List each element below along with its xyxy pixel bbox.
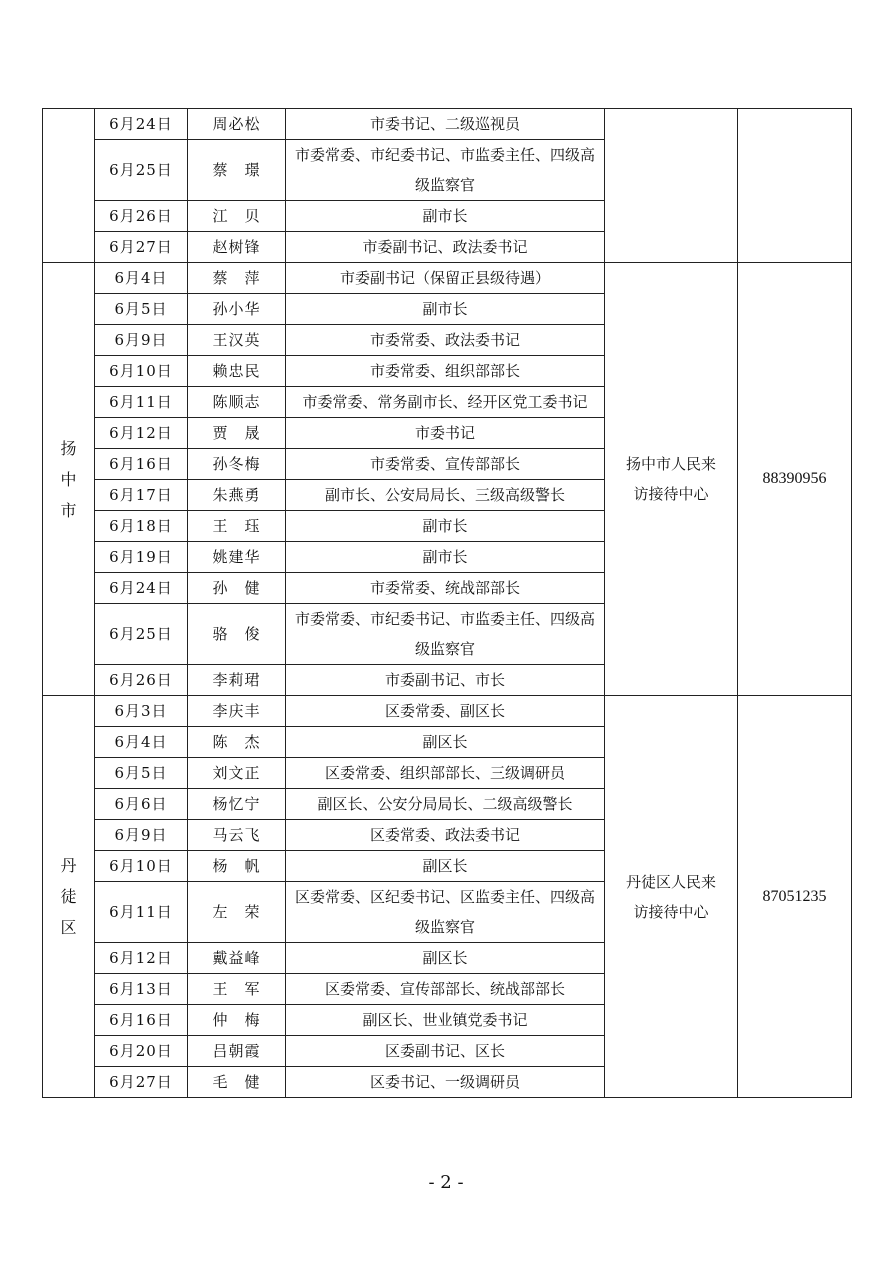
date-cell: 6月24日	[95, 573, 188, 604]
date-cell: 6月16日	[95, 1005, 188, 1036]
district-cell	[43, 109, 95, 263]
date-cell: 6月6日	[95, 789, 188, 820]
title-cell: 市委常委、常务副市长、经开区党工委书记	[286, 387, 605, 418]
phone-cell	[738, 109, 852, 263]
district-name: 扬中市	[60, 438, 77, 520]
reception-schedule-table	[42, 108, 852, 1098]
title-cell: 副市长	[286, 201, 605, 232]
title-cell: 市委常委、市纪委书记、市监委主任、四级高级监察官	[286, 140, 605, 201]
name-cell: 李莉珺	[188, 665, 286, 696]
district-cell	[43, 263, 95, 696]
title-cell: 市委常委、组织部部长	[286, 356, 605, 387]
title-cell: 副市长	[286, 294, 605, 325]
date-cell: 6月27日	[95, 1067, 188, 1098]
title-cell: 市委书记、二级巡视员	[286, 109, 605, 140]
name-cell: 蔡 萍	[188, 263, 286, 294]
date-cell: 6月24日	[95, 109, 188, 140]
title-cell: 市委常委、宣传部部长	[286, 449, 605, 480]
reception-office-cell	[605, 109, 738, 263]
district-cell	[43, 696, 95, 1098]
name-cell: 戴益峰	[188, 943, 286, 974]
name-cell: 赖忠民	[188, 356, 286, 387]
reception-office-name: 扬中市人民来访接待中心	[625, 455, 716, 503]
date-cell: 6月25日	[95, 604, 188, 665]
title-cell: 副区长、世业镇党委书记	[286, 1005, 605, 1036]
title-cell: 市委副书记（保留正县级待遇）	[286, 263, 605, 294]
page-number: - 2 -	[428, 1172, 464, 1193]
name-cell: 贾 晟	[188, 418, 286, 449]
name-cell: 王 军	[188, 974, 286, 1005]
district-name: 丹徒区	[60, 856, 77, 937]
title-cell: 市委常委、统战部部长	[286, 573, 605, 604]
schedule-body	[43, 109, 852, 1098]
title-cell: 区委常委、宣传部部长、统战部部长	[286, 974, 605, 1005]
name-cell: 江 贝	[188, 201, 286, 232]
name-cell: 周必松	[188, 109, 286, 140]
date-cell: 6月10日	[95, 356, 188, 387]
name-cell: 吕朝霞	[188, 1036, 286, 1067]
date-cell: 6月19日	[95, 542, 188, 573]
schedule-row	[43, 263, 852, 294]
title-cell: 副市长	[286, 511, 605, 542]
name-cell: 马云飞	[188, 820, 286, 851]
name-cell: 孙 健	[188, 573, 286, 604]
name-cell: 王汉英	[188, 325, 286, 356]
date-cell: 6月13日	[95, 974, 188, 1005]
reception-office-name: 丹徒区人民来访接待中心	[625, 872, 716, 921]
date-cell: 6月25日	[95, 140, 188, 201]
date-cell: 6月18日	[95, 511, 188, 542]
name-cell: 朱燕勇	[188, 480, 286, 511]
date-cell: 6月16日	[95, 449, 188, 480]
name-cell: 陈 杰	[188, 727, 286, 758]
date-cell: 6月20日	[95, 1036, 188, 1067]
date-cell: 6月11日	[95, 387, 188, 418]
date-cell: 6月4日	[95, 727, 188, 758]
date-cell: 6月11日	[95, 882, 188, 943]
date-cell: 6月26日	[95, 665, 188, 696]
date-cell: 6月9日	[95, 325, 188, 356]
date-cell: 6月9日	[95, 820, 188, 851]
name-cell: 李庆丰	[188, 696, 286, 727]
name-cell: 蔡 璟	[188, 140, 286, 201]
name-cell: 骆 俊	[188, 604, 286, 665]
name-cell: 左 荣	[188, 882, 286, 943]
title-cell: 区委常委、组织部部长、三级调研员	[286, 758, 605, 789]
title-cell: 副区长	[286, 851, 605, 882]
title-cell: 副区长、公安分局局长、二级高级警长	[286, 789, 605, 820]
name-cell: 陈顺志	[188, 387, 286, 418]
title-cell: 市委常委、政法委书记	[286, 325, 605, 356]
name-cell: 杨忆宁	[188, 789, 286, 820]
title-cell: 副市长、公安局局长、三级高级警长	[286, 480, 605, 511]
name-cell: 刘文正	[188, 758, 286, 789]
date-cell: 6月10日	[95, 851, 188, 882]
title-cell: 市委常委、市纪委书记、市监委主任、四级高级监察官	[286, 604, 605, 665]
title-cell: 区委书记、一级调研员	[286, 1067, 605, 1098]
date-cell: 6月3日	[95, 696, 188, 727]
title-cell: 市委副书记、政法委书记	[286, 232, 605, 263]
date-cell: 6月5日	[95, 758, 188, 789]
date-cell: 6月12日	[95, 943, 188, 974]
phone-cell: 88390956	[738, 263, 852, 696]
title-cell: 区委常委、区纪委书记、区监委主任、四级高级监察官	[286, 882, 605, 943]
date-cell: 6月4日	[95, 263, 188, 294]
date-cell: 6月26日	[95, 201, 188, 232]
title-cell: 市委副书记、市长	[286, 665, 605, 696]
date-cell: 6月5日	[95, 294, 188, 325]
name-cell: 赵树锋	[188, 232, 286, 263]
name-cell: 王 珏	[188, 511, 286, 542]
date-cell: 6月27日	[95, 232, 188, 263]
reception-office-cell	[605, 263, 738, 696]
title-cell: 区委副书记、区长	[286, 1036, 605, 1067]
title-cell: 区委常委、政法委书记	[286, 820, 605, 851]
name-cell: 毛 健	[188, 1067, 286, 1098]
name-cell: 姚建华	[188, 542, 286, 573]
schedule-row	[43, 696, 852, 727]
title-cell: 副区长	[286, 943, 605, 974]
date-cell: 6月12日	[95, 418, 188, 449]
phone-cell: 87051235	[738, 696, 852, 1098]
title-cell: 市委书记	[286, 418, 605, 449]
name-cell: 孙小华	[188, 294, 286, 325]
name-cell: 孙冬梅	[188, 449, 286, 480]
name-cell: 杨 帆	[188, 851, 286, 882]
schedule-row	[43, 109, 852, 140]
title-cell: 副市长	[286, 542, 605, 573]
reception-office-cell	[605, 696, 738, 1098]
title-cell: 区委常委、副区长	[286, 696, 605, 727]
title-cell: 副区长	[286, 727, 605, 758]
date-cell: 6月17日	[95, 480, 188, 511]
name-cell: 仲 梅	[188, 1005, 286, 1036]
